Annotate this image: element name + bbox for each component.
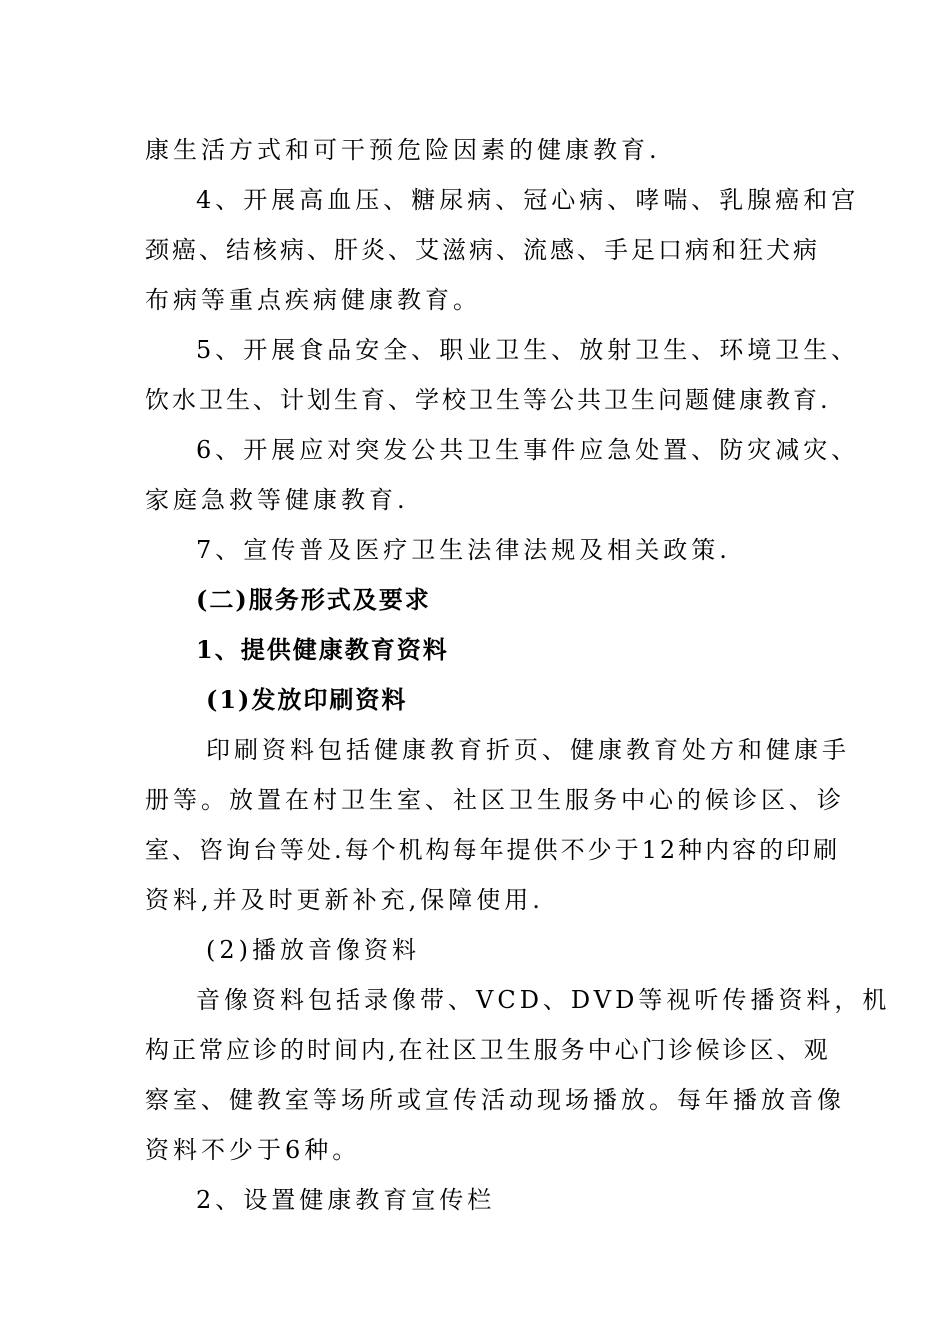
section-heading: (二)服务形式及要求 <box>196 585 431 614</box>
text-line: 布病等重点疾病健康教育。 <box>145 286 481 314</box>
text-line: 颈癌、结核病、肝炎、艾滋病、流感、手足口病和狂犬病 <box>145 236 820 264</box>
text-line: 印刷资料包括健康教育折页、健康教育处方和健康手 <box>206 736 850 764</box>
subsection-heading: 1、提供健康教育资料 <box>196 635 449 664</box>
text-line: 资料,并及时更新补充,保障使用. <box>145 886 544 914</box>
text-line: 构正常应诊的时间内,在社区卫生服务中心门诊候诊区、观 <box>145 1036 831 1064</box>
text-line: 音像资料包括录像带、VCD、DVD等视听传播资料，机 <box>196 986 891 1014</box>
text-line: 6、开展应对突发公共卫生事件应急处置、防灾减灾、 <box>196 436 860 464</box>
text-line: 康生活方式和可干预危险因素的健康教育. <box>145 136 661 164</box>
text-line: 察室、健教室等场所或宣传活动现场播放。每年播放音像 <box>145 1086 845 1114</box>
text-line: 饮水卫生、计划生育、学校卫生等公共卫生问题健康教育. <box>145 386 831 414</box>
text-line: 7、宣传普及医疗卫生法律法规及相关政策. <box>196 536 731 564</box>
text-line: 资料不少于6种。 <box>145 1136 361 1164</box>
text-line: 册等。放置在村卫生室、社区卫生服务中心的候诊区、诊 <box>145 786 845 814</box>
text-line: 室、咨询台等处.每个机构每年提供不少于12种内容的印刷 <box>145 836 841 864</box>
text-line: 4、开展高血压、糖尿病、冠心病、哮喘、乳腺癌和宫 <box>196 186 860 214</box>
item-heading: (2)播放音像资料 <box>206 936 420 964</box>
text-line: 家庭急救等健康教育. <box>145 486 409 514</box>
subsection-heading: 2、设置健康教育宣传栏 <box>196 1186 496 1214</box>
text-line: 5、开展食品安全、职业卫生、放射卫生、环境卫生、 <box>196 336 860 364</box>
item-heading: (1)发放印刷资料 <box>206 685 408 714</box>
